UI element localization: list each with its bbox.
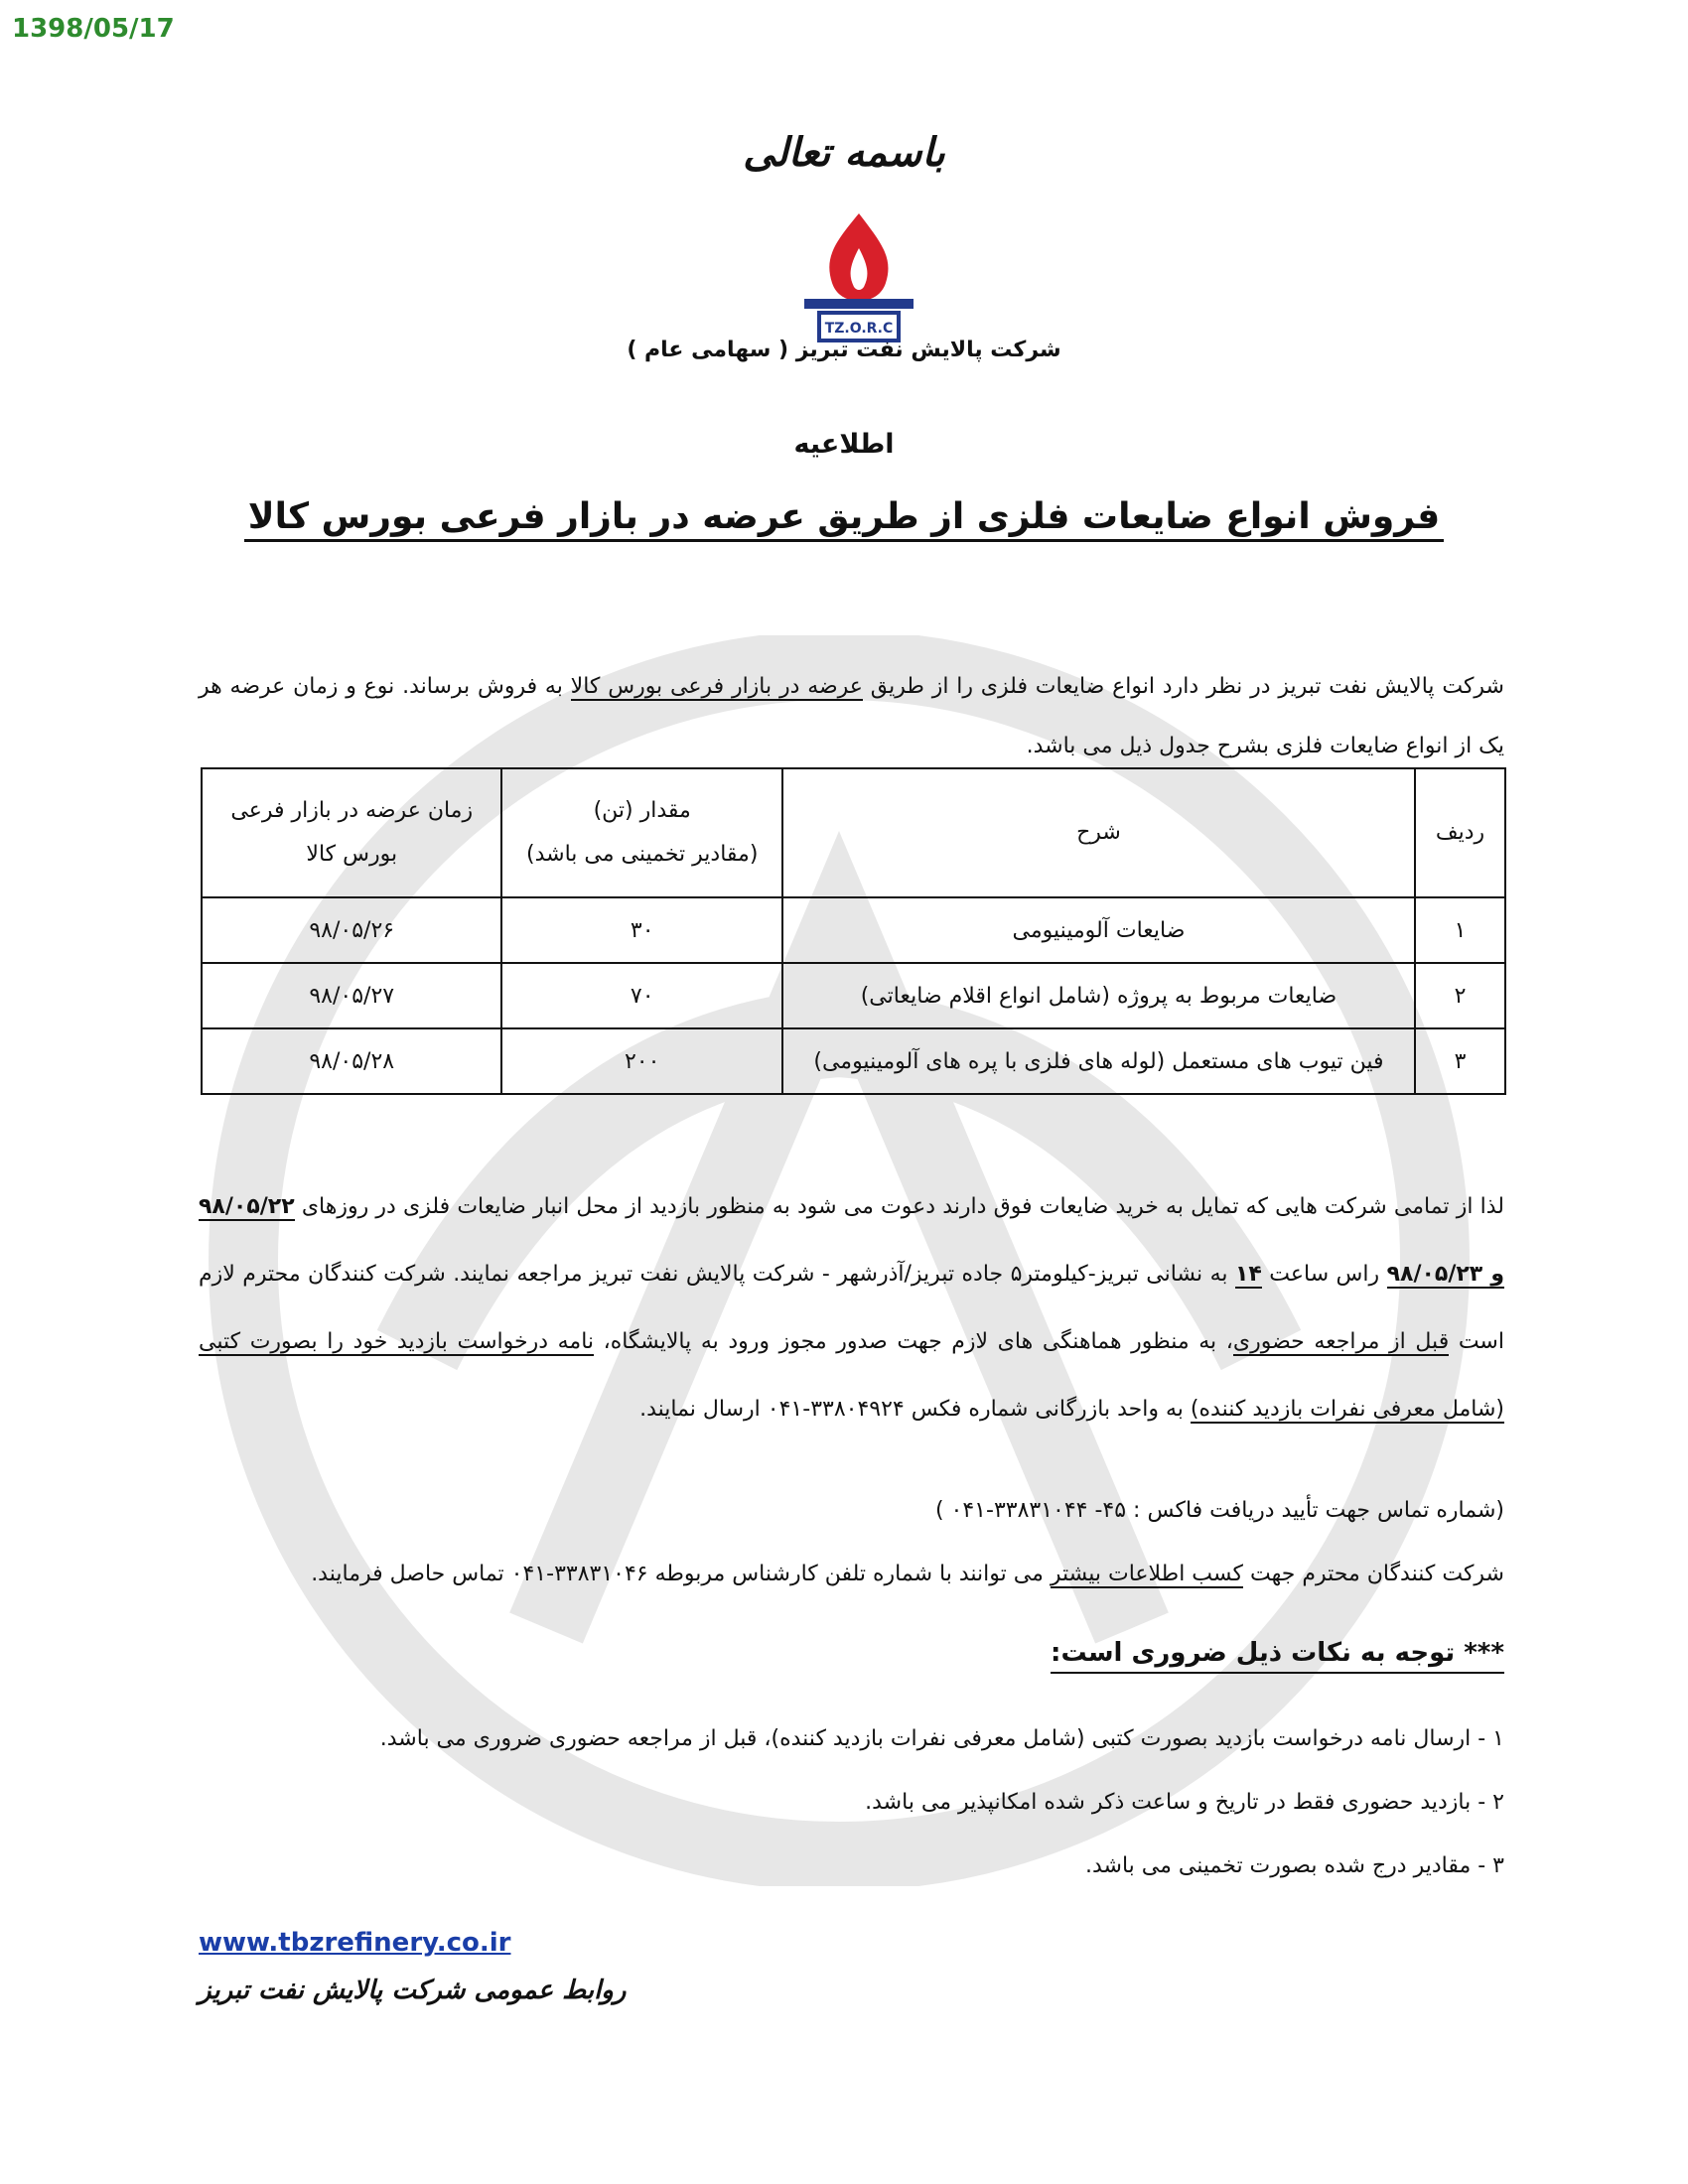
row-description: ضایعات مربوط به پروژه (شامل انواع اقلام ضایعاتی) [782,963,1415,1028]
intro-highlight: عرضه در بازار فرعی بورس کالا [570,674,863,699]
list-item: ۳ - مقادیر درج شده بصورت تخمینی می باشد. [1085,1853,1504,1878]
invitation-text-4: ، به منظور هماهنگی های لازم جهت صدور مجوز ورود به پالایشگاه، [594,1329,1233,1354]
table-row [202,1028,1505,1094]
row-date: ۹۸/۰۵/۲۶ [202,897,501,963]
row-description: ضایعات آلومینیومی [782,897,1415,963]
date-stamp: 1398/05/17 [12,14,175,44]
intro-text-2: به فروش برساند. نوع و زمان عرضه هر یک از انواع ضایعات فلزی بشرح جدول ذیل می باشد. [199,674,1504,758]
items-table [201,767,1506,1095]
table-header-row [202,768,1505,897]
basmala: باسمه تعالی [743,129,945,176]
more-info-text-2: می توانند با شماره تلفن کارشناس مربوطه ۳۳۸۳۱۰۴۶-۰۴۱ تماس حاصل فرمایند. [311,1562,1051,1586]
row-description: فین تیوب های مستعمل (لوله های فلزی با پره های آلومینیومی) [782,1028,1415,1094]
visit-dates: ۹۸/۰۵/۲۲ و ۹۸/۰۵/۲۳ [199,1194,1505,1287]
invitation-text-2: راس ساعت [1261,1262,1387,1287]
row-quantity: ۷۰ [501,963,781,1028]
header-index: ردیف [1415,768,1505,897]
more-info-paragraph [199,1555,1504,1594]
title-text: فروش انواع ضایعات فلزی از طریق عرضه در بازار فرعی بورس کالا [244,496,1444,542]
invitation-paragraph [199,1173,1504,1443]
company-name: شرکت پالایش نفت تبریز ( سهامی عام ) [627,338,1061,362]
table-row [202,963,1505,1028]
intro-text-1: شرکت پالایش نفت تبریز در نظر دارد انواع ضایعات فلزی را از طریق [862,674,1504,699]
notes-list [199,1707,1504,1898]
invitation-highlight-3: نامه درخواست بازدید خود را بصورت کتبی (شامل معرفی نفرات بازدید کننده) [199,1329,1504,1422]
public-relations-signature: روابط عمومی شرکت پالایش نفت تبریز [199,1976,627,2005]
company-logo [765,204,953,352]
row-index: ۱ [1415,897,1505,963]
website-link[interactable]: www.tbzrefinery.co.ir [199,1928,511,1958]
row-index: ۲ [1415,963,1505,1028]
row-quantity: ۳۰ [501,897,781,963]
header-description: شرح [782,768,1415,897]
list-item: ۱ - ارسال نامه درخواست بازدید بصورت کتبی (شامل معرفی نفرات بازدید کننده)، قبل از مراجعه حضوری ضروری می باشد. [379,1726,1504,1751]
row-date: ۹۸/۰۵/۲۷ [202,963,501,1028]
notes-title-text: *** توجه به نکات ذیل ضروری است: [1051,1638,1504,1674]
notice-label: اطلاعیه [793,429,895,460]
logo-text: TZ.O.R.C [824,321,894,337]
table-row [202,897,1505,963]
fax-confirm-line: (شماره تماس جهت تأیید دریافت فاکس : ۴۵- ۳۳۸۳۱۰۴۴-۰۴۱ ) [934,1498,1504,1523]
more-info-text-1: شرکت کنندگان محترم جهت [1243,1562,1504,1586]
header-date-line2: بورس کالا [306,842,398,867]
header-date-line1: زمان عرضه در بازار فرعی [230,798,474,823]
header-quantity-line2: (مقادیر تخمینی می باشد) [526,842,759,867]
intro-paragraph [199,657,1504,776]
visit-hour: ۱۴ [1234,1262,1262,1287]
header-quantity-line1: مقدار (تن) [593,798,691,823]
row-index: ۳ [1415,1028,1505,1094]
list-item: ۲ - بازدید حضوری فقط در تاریخ و ساعت ذکر شده امکانپذیر می باشد. [865,1790,1504,1815]
header-quantity [501,768,781,897]
invitation-highlight-2: قبل از مراجعه حضوری [1232,1329,1450,1354]
notes-title [199,1638,1504,1668]
more-info-highlight: کسب اطلاعات بیشتر [1050,1562,1244,1586]
invitation-text-1: لذا از تمامی شرکت هایی که تمایل به خرید ضایعات فوق دارند دعوت می شود به منظور بازدید از محل انبار ضایعات فلزی در روزهای [294,1194,1504,1219]
row-date: ۹۸/۰۵/۲۸ [202,1028,501,1094]
invitation-text-3: به نشانی تبریز-کیلومتر۵ جاده تبریز/آذرشهر - شرکت پالایش نفت تبریز مراجعه نمایند. شرکت کنندگان محترم لازم است [199,1262,1504,1354]
row-quantity: ۲۰۰ [501,1028,781,1094]
invitation-text-5: به واحد بازرگانی شماره فکس ۳۳۸۰۴۹۲۴-۰۴۱ ارسال نمایند. [639,1397,1191,1422]
header-date [202,768,501,897]
page-title [0,496,1688,537]
